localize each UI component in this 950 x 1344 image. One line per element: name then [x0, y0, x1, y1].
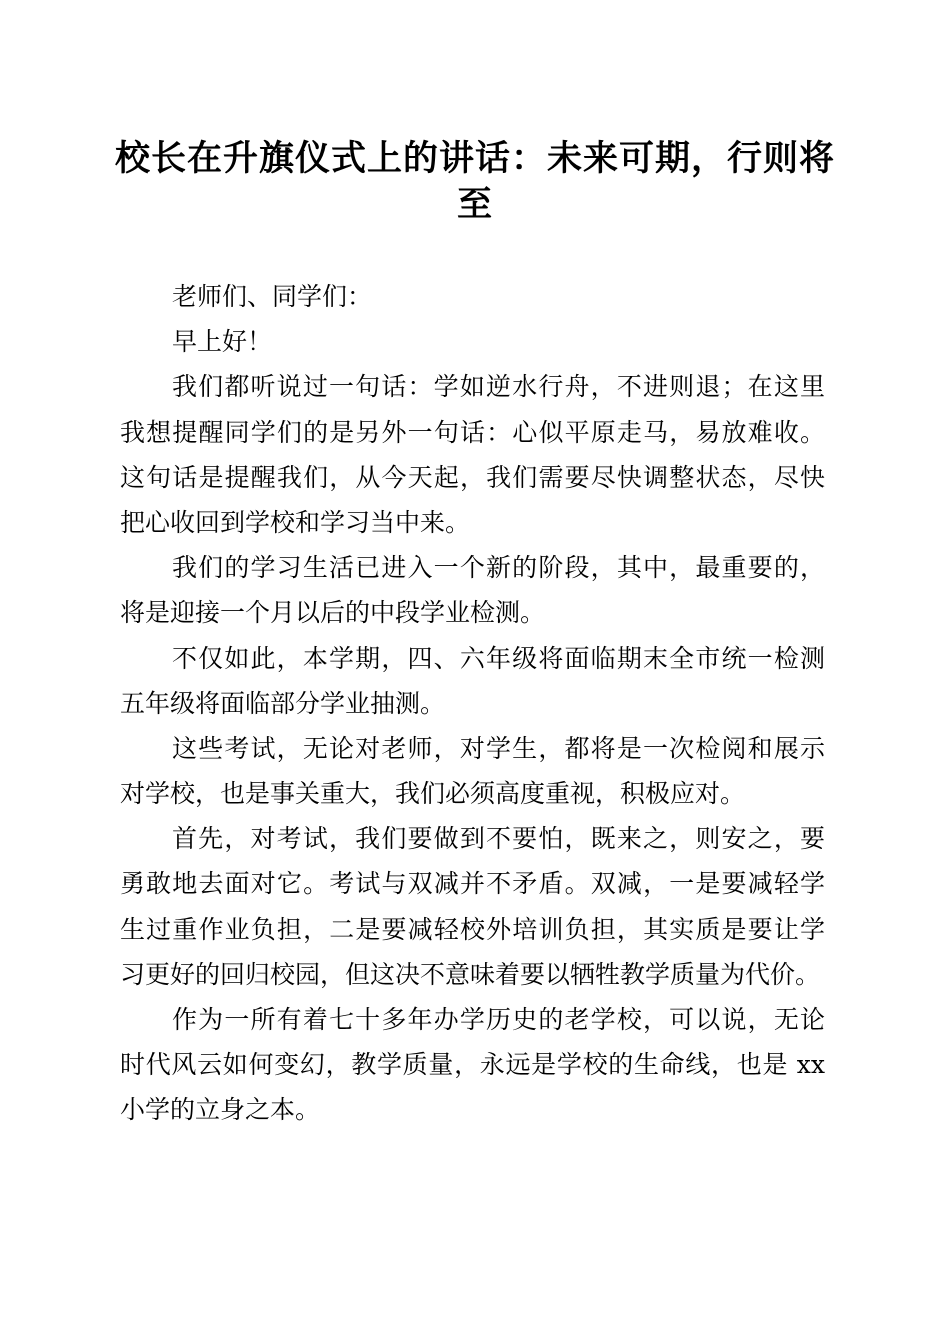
- paragraph: [120, 726, 825, 816]
- paragraph-line: 习更好的回归校园，但这决不意味着要以牺牲教学质量为代价。: [120, 959, 821, 989]
- paragraph: [120, 636, 825, 726]
- paragraph-line: 时代风云如何变幻，教学质量，永远是学校的生命线，也是 xx: [120, 1050, 825, 1080]
- paragraph: [120, 319, 825, 364]
- paragraph: [120, 997, 825, 1133]
- paragraph-line: 我们的学习生活已进入一个新的阶段，其中，最重要的，: [172, 553, 825, 583]
- paragraph-line: 老师们、同学们：: [172, 282, 373, 311]
- title-line: 至: [456, 184, 493, 225]
- paragraph: [120, 364, 825, 545]
- paragraph-line: 五年级将面临部分学业抽测。: [120, 688, 446, 718]
- paragraph-line: 这句话是提醒我们，从今天起，我们需要尽快调整状态，尽快: [120, 462, 825, 492]
- paragraph-line: 我想提醒同学们的是另外一句话：心似平原走马，易放难收。: [120, 417, 825, 447]
- paragraph-line: 我们都听说过一句话：学如逆水行舟，不进则退；在这里: [172, 372, 825, 402]
- paragraph-line: 生过重作业负担，二是要减轻校外培训负担，其实质是要让学: [120, 914, 825, 944]
- paragraph: [120, 274, 825, 319]
- paragraph-line: 把心收回到学校和学习当中来。: [120, 507, 471, 537]
- paragraph-line: 这些考试，无论对老师，对学生，都将是一次检阅和展示: [172, 733, 825, 763]
- paragraph-line: 勇敢地去面对它。考试与双减并不矛盾。双减，一是要减轻学: [120, 869, 825, 899]
- paragraph-line: 作为一所有着七十多年办学历史的老学校，可以说，无论: [172, 1005, 825, 1034]
- paragraph-line: 不仅如此，本学期，四、六年级将面临期末全市统一检测: [172, 643, 825, 673]
- paragraph-line: 首先，对考试，我们要做到不要怕，既来之，则安之，要: [172, 824, 825, 854]
- paragraph: [120, 545, 825, 635]
- document-body: [120, 274, 825, 1133]
- paragraph-line: 小学的立身之本。: [120, 1095, 321, 1125]
- document-title: [110, 136, 840, 228]
- paragraph: [120, 816, 825, 997]
- paragraph-line: 将是迎接一个月以后的中段学业检测。: [120, 598, 546, 628]
- paragraph-line: 对学校，也是事关重大，我们必须高度重视，积极应对。: [120, 779, 746, 809]
- paragraph-line: 早上好！: [172, 327, 273, 357]
- title-line: 校长在升旗仪式上的讲话：未来可期，行则将: [114, 138, 835, 179]
